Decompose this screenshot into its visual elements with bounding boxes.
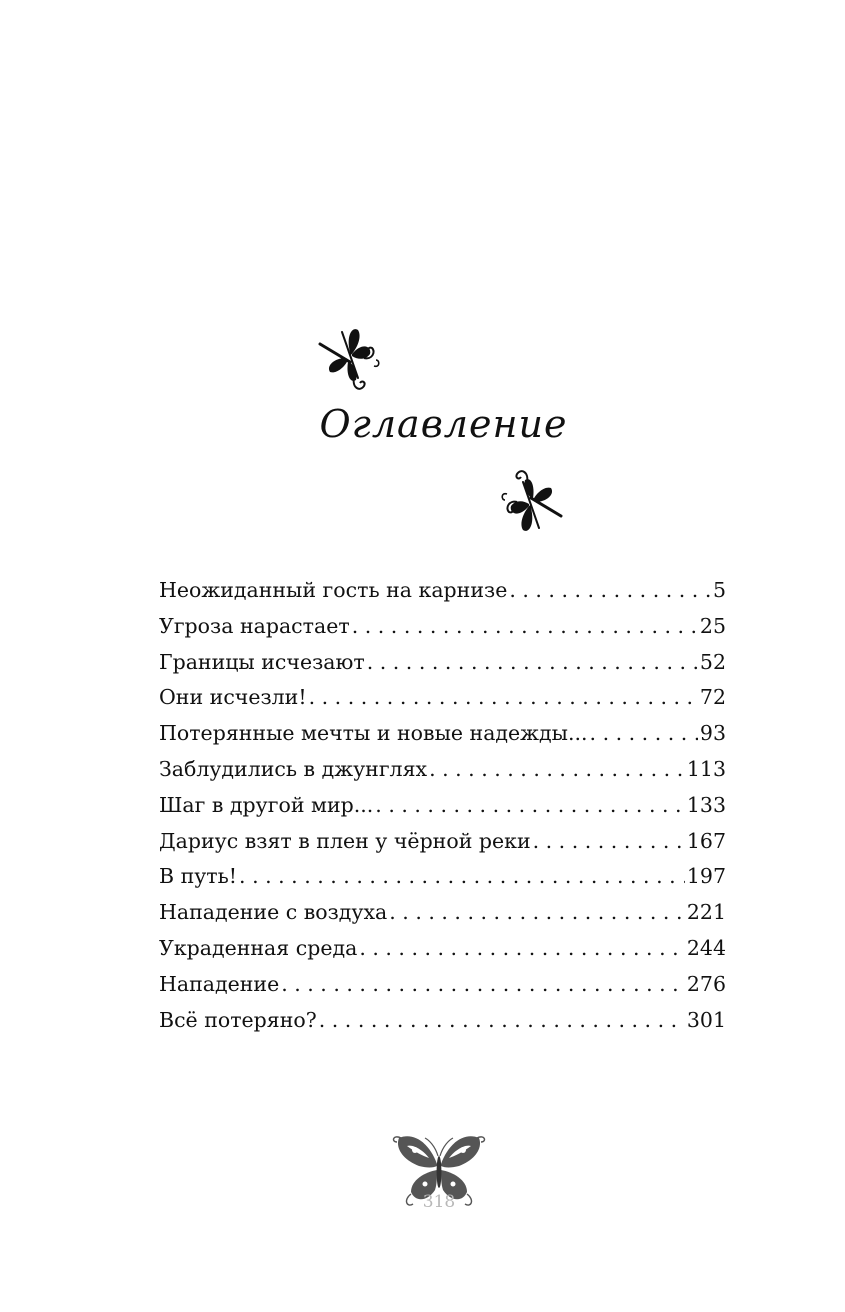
page-title: Оглавление <box>319 402 568 446</box>
toc-entry <box>159 680 726 716</box>
toc-dot-leader <box>533 824 685 860</box>
toc-entry <box>159 895 726 931</box>
page-number: 318 <box>422 1192 456 1212</box>
toc-entry <box>159 1003 726 1039</box>
toc-entry-page: 52 <box>699 649 726 674</box>
toc-entry <box>159 931 726 967</box>
dragonfly-icon <box>312 322 384 396</box>
toc-entry-page: 93 <box>699 721 726 746</box>
toc-entry <box>159 716 726 752</box>
toc-entry-page: 72 <box>699 685 726 710</box>
toc-entry <box>159 609 726 645</box>
toc-entry-page: 133 <box>686 792 726 817</box>
table-of-contents <box>159 573 726 1038</box>
toc-dot-leader <box>590 716 698 752</box>
toc-entry-page: 25 <box>699 613 726 638</box>
toc-entry <box>159 824 726 860</box>
toc-entry-title: Украденная среда <box>159 935 358 960</box>
toc-dot-leader <box>309 680 698 716</box>
toc-entry <box>159 645 726 681</box>
toc-entry-page: 244 <box>686 935 726 960</box>
toc-dot-leader <box>359 931 685 967</box>
toc-entry-page: 276 <box>686 971 726 996</box>
toc-entry-page: 197 <box>686 864 726 889</box>
toc-dot-leader <box>389 895 685 931</box>
toc-entry <box>159 967 726 1003</box>
toc-entry-title: Шаг в другой мир... <box>159 792 374 817</box>
toc-entry-title: Потерянные мечты и новые надежды... <box>159 721 588 746</box>
toc-entry-title: Нападение с воздуха <box>159 900 388 925</box>
toc-entry-page: 221 <box>686 900 726 925</box>
toc-entry-page: 301 <box>686 1007 726 1032</box>
toc-entry-page: 5 <box>712 578 726 602</box>
toc-dot-leader <box>367 645 698 681</box>
toc-entry-page: 113 <box>686 756 726 781</box>
toc-entry <box>159 752 726 788</box>
toc-dot-leader <box>239 859 685 895</box>
toc-entry <box>159 788 726 824</box>
toc-dot-leader <box>509 573 711 609</box>
toc-entry-page: 167 <box>686 828 726 853</box>
toc-entry-title: Они исчезли! <box>159 685 307 710</box>
toc-dot-leader <box>281 967 685 1003</box>
toc-entry-title: Всё потеряно? <box>159 1007 317 1032</box>
toc-entry-title: Границы исчезают <box>159 649 365 674</box>
toc-entry <box>159 859 726 895</box>
toc-entry-title: В путь! <box>159 864 238 889</box>
toc-dot-leader <box>429 752 685 788</box>
toc-entry-title: Угроза нарастает <box>159 613 350 638</box>
toc-dot-leader <box>375 788 685 824</box>
toc-dot-leader <box>319 1003 685 1039</box>
toc-entry <box>159 573 726 609</box>
toc-entry-title: Неожиданный гость на карнизе <box>159 578 508 602</box>
toc-entry-title: Нападение <box>159 971 280 996</box>
dragonfly-icon <box>497 464 569 538</box>
toc-dot-leader <box>352 609 698 645</box>
toc-entry-title: Заблудились в джунглях <box>159 756 428 781</box>
toc-entry-title: Дариус взят в плен у чёрной реки <box>159 828 531 853</box>
